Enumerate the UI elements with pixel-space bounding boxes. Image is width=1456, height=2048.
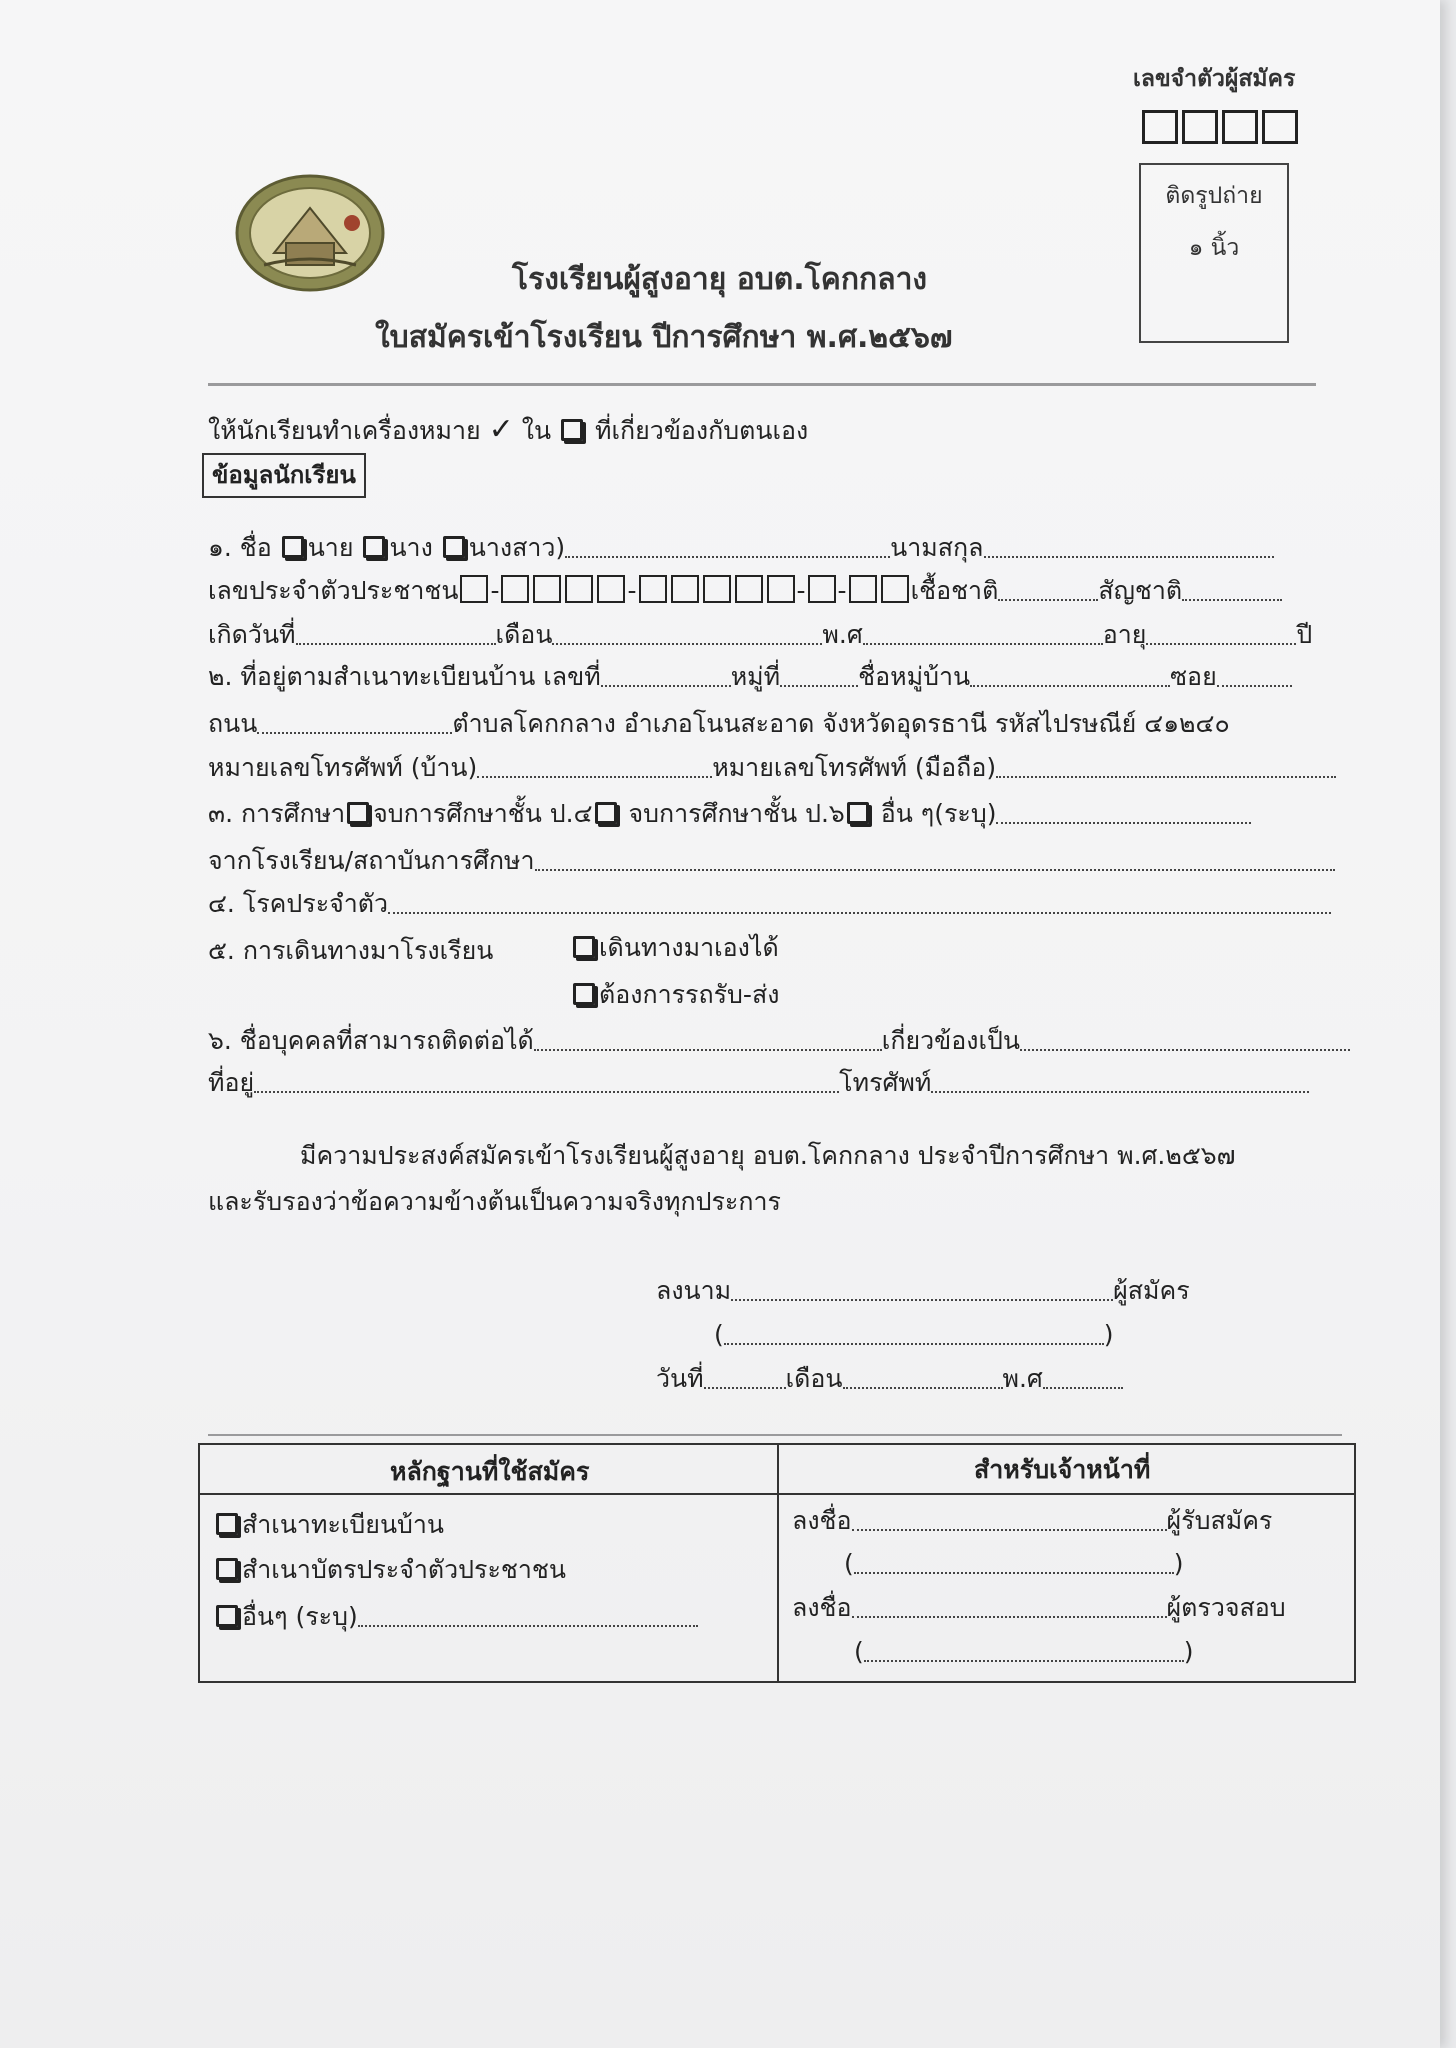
receiver-name-row — [844, 1549, 1184, 1579]
first-name-field[interactable] — [565, 536, 890, 558]
travel-self-label: เดินทางมาเองได้ — [599, 933, 779, 962]
other-edu-label: อื่น ๆ(ระบุ) — [880, 799, 997, 828]
applicant-digit-box[interactable] — [1262, 110, 1298, 144]
paren-open: ( — [844, 1549, 854, 1578]
school-from-label: จากโรงเรียน/สถาบันการศึกษา — [208, 846, 535, 875]
applicant-number-label: เลขจำตัวผู้สมัคร — [1133, 66, 1296, 92]
declaration-line2: และรับรองว่าข้อความข้างต้นเป็นความจริงทุกประการ — [208, 1187, 781, 1216]
moo-field[interactable] — [780, 665, 858, 687]
birth-month-label: เดือน — [495, 620, 553, 649]
age-field[interactable] — [1146, 623, 1296, 645]
checker-sign-row — [792, 1593, 1286, 1623]
applicant-digit-box[interactable] — [1182, 110, 1218, 144]
house-reg-label: สำเนาทะเบียนบ้าน — [242, 1510, 445, 1539]
signature-label: ลงนาม — [656, 1276, 732, 1305]
table-top-divider — [208, 1434, 1342, 1436]
contact-address-field[interactable] — [254, 1071, 839, 1093]
ethnicity-label: เชื้อชาติ — [910, 576, 999, 605]
birth-month-field[interactable] — [552, 623, 822, 645]
nationality-label: สัญชาติ — [1098, 576, 1183, 605]
relation-label: เกี่ยวข้องเป็น — [881, 1026, 1020, 1055]
checker-name-row — [854, 1637, 1194, 1667]
soi-label: ซอย — [1170, 662, 1217, 691]
p4-label: จบการศึกษาชั้น ป.๔ — [373, 799, 593, 828]
id-digit-box[interactable] — [597, 575, 625, 603]
miss-checkbox[interactable] — [443, 536, 465, 558]
disease-label: ๔. โรคประจำตัว — [208, 889, 389, 918]
checker-sign-label: ลงชื่อ — [792, 1593, 852, 1622]
applicant-printed-name-field[interactable] — [724, 1323, 1104, 1345]
checker-sign-field[interactable] — [852, 1596, 1167, 1618]
instruction-line — [208, 412, 808, 448]
id-label: เลขประจำตัวประชาชน — [208, 576, 459, 605]
sign-year-field[interactable] — [1043, 1367, 1123, 1389]
travel-shuttle-label: ต้องการรถรับ-ส่ง — [599, 980, 780, 1009]
house-reg-checkbox[interactable] — [216, 1513, 238, 1535]
receiver-sign-field[interactable] — [852, 1509, 1167, 1531]
id-digit-box[interactable] — [460, 575, 488, 603]
photo-label: ติดรูปถ่าย — [1165, 183, 1263, 209]
section-title: ข้อมูลนักเรียน — [202, 453, 366, 498]
evidence-other — [214, 1602, 698, 1632]
sign-month-field[interactable] — [843, 1367, 1003, 1389]
evidence-id-card — [214, 1555, 566, 1585]
id-digit-box[interactable] — [767, 575, 795, 603]
id-digit-box[interactable] — [639, 575, 667, 603]
applicant-number-boxes[interactable] — [1140, 110, 1300, 144]
mrs-checkbox[interactable] — [363, 536, 385, 558]
other-doc-field[interactable] — [358, 1605, 698, 1627]
miss-label: นางสาว) — [468, 533, 566, 562]
id-row: เลขประจำตัวประชาชน - - - - เชื้อชาติ สัญชาติ — [208, 575, 1282, 606]
id-digit-box[interactable] — [703, 575, 731, 603]
contact-address-row — [208, 1068, 1309, 1098]
ethnicity-field[interactable] — [998, 579, 1098, 601]
travel-label: ๕. การเดินทางมาโรงเรียน — [208, 936, 494, 965]
birth-row — [208, 620, 1312, 650]
id-digit-box[interactable] — [881, 575, 909, 603]
contact-phone-label: โทรศัพท์ — [839, 1068, 932, 1097]
contact-address-label: ที่อยู่ — [208, 1068, 255, 1097]
mr-checkbox[interactable] — [282, 536, 304, 558]
education-row — [208, 799, 1251, 829]
id-digit-box[interactable] — [808, 575, 836, 603]
other-doc-label: อื่นๆ (ระบุ) — [242, 1602, 358, 1631]
other-doc-checkbox[interactable] — [216, 1605, 238, 1627]
id-card-checkbox[interactable] — [216, 1558, 238, 1580]
paren-open: ( — [714, 1320, 724, 1349]
paren-close: ) — [1173, 1549, 1184, 1578]
relation-field[interactable] — [1020, 1029, 1350, 1051]
sign-month-label: เดือน — [785, 1364, 843, 1393]
applicant-role-label: ผู้สมัคร — [1113, 1276, 1190, 1305]
travel-self-checkbox[interactable] — [573, 936, 595, 958]
table-vertical-divider — [777, 1445, 779, 1681]
evidence-house-reg — [214, 1510, 444, 1540]
address-row — [208, 662, 1292, 692]
sign-year-label: พ.ศ — [1002, 1364, 1043, 1393]
birth-year-field[interactable] — [863, 623, 1103, 645]
p6-checkbox[interactable] — [595, 802, 617, 824]
receiver-sign-label: ลงชื่อ — [792, 1506, 852, 1535]
mobile-phone-label: หมายเลขโทรศัพท์ (มือถือ) — [712, 753, 997, 782]
paren-close: ) — [1183, 1637, 1194, 1666]
applicant-digit-box[interactable] — [1142, 110, 1178, 144]
table-header-divider — [200, 1493, 1354, 1495]
soi-field[interactable] — [1217, 665, 1292, 687]
education-label: ๓. การศึกษา — [208, 799, 346, 828]
village-field[interactable] — [970, 665, 1170, 687]
name-row — [208, 533, 1274, 563]
surname-label: นามสกุล — [890, 533, 984, 562]
instruction-text: ให้นักเรียนทำเครื่องหมาย — [208, 416, 481, 445]
sign-day-label: วันที่ — [656, 1364, 704, 1393]
mr-label: นาย — [307, 533, 354, 562]
form-title: ใบสมัครเข้าโรงเรียน ปีการศึกษา พ.ศ.๒๕๖๗ — [375, 320, 953, 355]
house-no-label: ๒. ที่อยู่ตามสำเนาทะเบียนบ้าน เลขที่ — [208, 662, 601, 691]
id-digit-box[interactable] — [735, 575, 763, 603]
applicant-digit-box[interactable] — [1222, 110, 1258, 144]
contact-row — [208, 1026, 1350, 1056]
contact-name-label: ๖. ชื่อบุคคลที่สามารถติดต่อได้ — [208, 1026, 534, 1055]
organization-seal — [234, 173, 386, 293]
checker-role-label: ผู้ตรวจสอบ — [1166, 1593, 1286, 1622]
instruction-text-end: ที่เกี่ยวข้องกับตนเอง — [594, 416, 809, 445]
age-unit-label: ปี — [1296, 620, 1313, 649]
road-field[interactable] — [257, 712, 452, 734]
travel-option-self — [571, 933, 779, 963]
age-label: อายุ — [1102, 620, 1147, 649]
receiver-name-field[interactable] — [854, 1552, 1174, 1574]
birth-day-field[interactable] — [296, 623, 496, 645]
home-phone-field[interactable] — [477, 756, 712, 778]
p4-checkbox[interactable] — [347, 802, 369, 824]
road-label: ถนน — [208, 709, 258, 738]
phone-row — [208, 753, 1336, 783]
checker-name-field[interactable] — [864, 1640, 1184, 1662]
address-fixed-text: ตำบลโคกกลาง อำเภอโนนสะอาด จังหวัดอุดรธานี รหัสไปรษณีย์ ๔๑๒๔๐ — [452, 709, 1230, 738]
school-from-field[interactable] — [535, 849, 1335, 871]
id-digit-box[interactable] — [533, 575, 561, 603]
contact-phone-field[interactable] — [931, 1071, 1309, 1093]
id-digit-box[interactable] — [501, 575, 529, 603]
paren-open: ( — [854, 1637, 864, 1666]
sign-date-row — [656, 1364, 1123, 1394]
applicant-signature-field[interactable] — [731, 1279, 1113, 1301]
id-card-label: สำเนาบัตรประจำตัวประชาชน — [242, 1555, 566, 1584]
id-digit-box[interactable] — [565, 575, 593, 603]
birth-year-label: พ.ศ — [822, 620, 863, 649]
checkbox-example-icon — [561, 419, 583, 441]
receiver-role-label: ผู้รับสมัคร — [1166, 1506, 1273, 1535]
p6-label: จบการศึกษาชั้น ป.๖ — [628, 799, 845, 828]
other-edu-checkbox[interactable] — [847, 802, 869, 824]
receiver-sign-row — [792, 1506, 1272, 1536]
photo-box — [1139, 163, 1289, 343]
school-from-row — [208, 846, 1335, 876]
id-digit-box[interactable] — [671, 575, 699, 603]
moo-label: หมู่ที่ — [730, 662, 781, 691]
other-edu-field[interactable] — [996, 802, 1251, 824]
staff-header: สำหรับเจ้าหน้าที่ — [974, 1455, 1151, 1484]
evidence-table — [198, 1443, 1356, 1683]
name-label: ๑. ชื่อ — [208, 533, 272, 562]
house-no-field[interactable] — [601, 665, 731, 687]
sign-day-field[interactable] — [704, 1367, 786, 1389]
travel-option-shuttle — [571, 980, 779, 1010]
applicant-name-row — [714, 1320, 1114, 1350]
birth-day-label: เกิดวันที่ — [208, 620, 296, 649]
instruction-text-in: ใน — [521, 416, 552, 445]
surname-field[interactable] — [984, 536, 1274, 558]
checkmark-icon: ✓ — [488, 412, 514, 447]
travel-shuttle-checkbox[interactable] — [573, 983, 595, 1005]
declaration-line1: มีความประสงค์สมัครเข้าโรงเรียนผู้สูงอายุ อบต.โคกกลาง ประจำปีการศึกษา พ.ศ.๒๕๖๗ — [300, 1141, 1236, 1170]
village-label: ชื่อหมู่บ้าน — [858, 662, 971, 691]
seal-emblem-icon — [234, 173, 386, 293]
home-phone-label: หมายเลขโทรศัพท์ (บ้าน) — [208, 753, 478, 782]
mobile-phone-field[interactable] — [996, 756, 1336, 778]
photo-size-label: ๑ นิ้ว — [1188, 234, 1240, 261]
road-row — [208, 709, 1230, 739]
mrs-label: นาง — [389, 533, 433, 562]
nationality-field[interactable] — [1182, 579, 1282, 601]
id-digit-box[interactable] — [849, 575, 877, 603]
evidence-header: หลักฐานที่ใช้สมัคร — [390, 1457, 590, 1486]
disease-field[interactable] — [388, 892, 1331, 914]
school-title: โรงเรียนผู้สูงอายุ อบต.โคกกลาง — [512, 262, 928, 297]
header-divider — [208, 383, 1316, 386]
applicant-signature-row — [656, 1276, 1190, 1306]
paren-close: ) — [1103, 1320, 1114, 1349]
contact-name-field[interactable] — [534, 1029, 882, 1051]
disease-row — [208, 889, 1331, 919]
